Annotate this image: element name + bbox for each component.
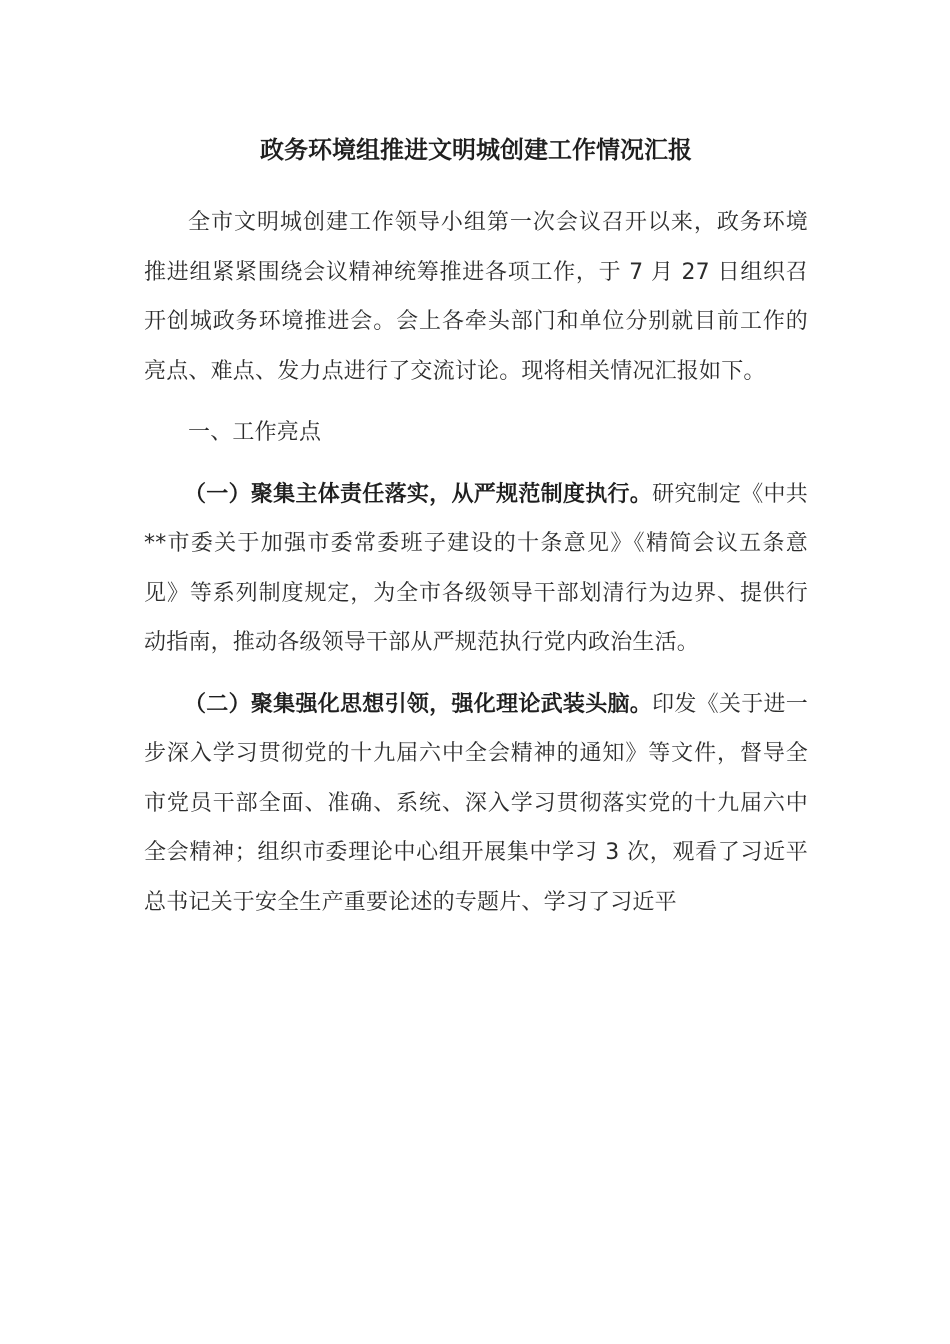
- document-content: [144, 128, 808, 927]
- section-heading-highlights: 一、工作亮点: [188, 420, 322, 445]
- item-2-paragraph: [144, 680, 808, 928]
- item-1-heading: （一）聚集主体责任落实，从严规范制度执行。: [184, 481, 653, 507]
- item-2-heading: （二）聚集强化思想引领，强化理论武装头脑。: [184, 691, 653, 717]
- document-title: 政务环境组推进文明城创建工作情况汇报: [260, 136, 692, 164]
- item-2-body: 印发《关于进一步深入学习贯彻党的十九届六中全会精神的通知》等文件，督导全市党员干部全面、准确、系统、深入学习贯彻落实党的十九届六中全会精神；组织市委理论中心组开展集中学习 3 次，观看了习近平总书记关于安全生产重要论述的专题片、学习了习近平: [144, 691, 808, 915]
- item-1-body: 研究制定《中共**市委关于加强市委常委班子建设的十条意见》《精简会议五条意见》等系列制度规定，为全市各级领导干部划清行为边界、提供行动指南，推动各级领导干部从严规范执行党内政治生活。: [144, 481, 808, 655]
- item-1-paragraph: [144, 470, 808, 668]
- intro-paragraph: 全市文明城创建工作领导小组第一次会议召开以来，政务环境推进组紧紧围绕会议精神统筹推进各项工作，于 7 月 27 日组织召开创城政务环境推进会。会上各牵头部门和单位分别就目前工作的亮点、难点、发力点进行了交流讨论。现将相关情况汇报如下。: [144, 210, 808, 384]
